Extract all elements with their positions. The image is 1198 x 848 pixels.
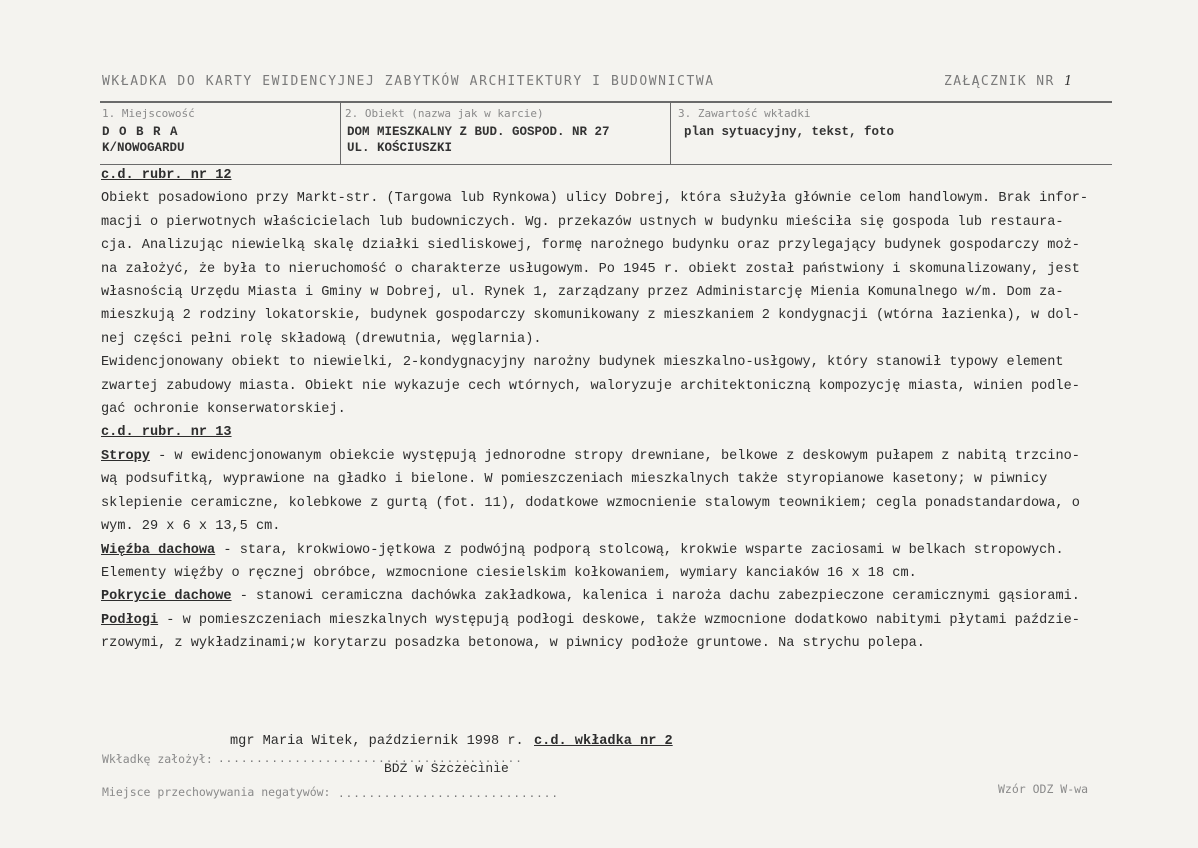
podlogi-line [101, 609, 1125, 632]
cell-divider-1 [340, 102, 341, 164]
field-3-value: plan sytuacyjny, tekst, foto [684, 125, 895, 139]
stropy-line [101, 445, 1125, 468]
annex-label: ZAŁĄCZNIK NR [944, 74, 1055, 89]
podlogi-heading: Podłogi [101, 612, 159, 628]
section-12-line: cja. Analizując niewielką skalę działki siedliskowej, formę narożnego budynku oraz przylegający budynek gospodarczy moż- [101, 238, 1080, 254]
podlogi-line: rzowymi, z wykładzinami;w korytarzu posadzka betonowa, w piwnicy podłoże gruntowe. Na strychu polepa. [101, 636, 925, 652]
section-12-line: gać ochronie konserwatorskiej. [101, 402, 346, 418]
section-12-line: macji o pierwotnych właścicielach lub budowniczych. Wg. przekazów ustnych w budynku mieściła się gospoda lub restaura- [101, 214, 1064, 230]
negatives-storage-label: Miejsce przechowywania negatywów: [102, 785, 331, 799]
section-12-heading: c.d. rubr. nr 12 [101, 168, 232, 183]
section-12-line: Obiekt posadowiono przy Markt-str. (Targowa lub Rynkowa) ulicy Dobrej, która służyła głównie celom handlowym. Brak infor- [101, 191, 1089, 207]
section-12-line: nej części pełni rolę składową (drewutnia, węglarnia). [101, 331, 542, 347]
author-name: mgr Maria Witek, październik 1998 r. [230, 734, 524, 749]
section-12-line: własnością Urzędu Miasta i Gminy w Dobrej, ul. Rynek 1, zarządzany przez Administarcję Mienia Komunalnego w/m. Dom za- [101, 285, 1064, 301]
document-title: WKŁADKA DO KARTY EWIDENCYJNEJ ZABYTKÓW ARCHITEKTURY I BUDOWNICTWA [102, 74, 715, 89]
stropy-line: sklepienie ceramiczne, kolebkowe z gurtą (fot. 11), dodatkowe wzmocnienie stalowym teownikiem; cegla ponadstandardowa, o [101, 495, 1080, 511]
field-2-label: 2. Obiekt (nazwa jak w karcie) [345, 107, 544, 120]
field-2-value-line2: UL. KOŚCIUSZKI [347, 141, 453, 155]
office-name: BDZ w Szczecinie [384, 761, 509, 776]
field-1-value-line2: K/NOWOGARDU [102, 141, 185, 155]
stropy-text: - w ewidencjonowanym obiekcie występują jednorodne stropy drewniane, belkowe z deskowym pułapem z nabitą trzcino- [149, 448, 1080, 464]
podlogi-text: - w pomieszczeniach mieszkalnych występują podłogi deskowe, także wzmocnione dodatkowo nabitymi płytami paździe- [158, 612, 1080, 628]
section-12-line: na założyć, że była to nieruchomość o charakterze usługowym. Po 1945 r. obiekt został państwiony i skomunalizowany, jest [101, 261, 1080, 277]
top-rule [100, 101, 1112, 103]
annex-number [944, 74, 1074, 89]
stropy-line: wym. 29 x 6 x 13,5 cm. [101, 519, 281, 535]
negatives-dotted-line: ............................. [338, 787, 560, 800]
cell-divider-2 [670, 102, 671, 164]
stropy-line: wą podsufitką, wyprawione na gładko i bielone. W pomieszczeniach mieszkalnych także styropianowe kasetony; w piwnicy [101, 472, 1048, 488]
section-12-line: mieszkują 2 rodziny lokatorskie, budynek gospodarczy skomunikowany z mieszkaniem 2 kondygnacji (wtórna łazienka), w dol- [101, 308, 1080, 324]
pokrycie-heading: Pokrycie dachowe [101, 589, 232, 605]
author-dotted-line: ........................................ [218, 752, 523, 765]
wiezba-text: - stara, krokwiowo-jętkowa z podwójną podporą stolcową, krokwie wsparte zaciosami w belkach stropowych. [215, 542, 1064, 558]
section-12-line: zwartej zabudowy miasta. Obiekt nie wykazuje cech wtórnych, waloryzuje architektoniczną kompozycję miasta, winien podle- [101, 378, 1080, 394]
stropy-heading: Stropy [101, 448, 150, 464]
wiezba-heading: Więźba dachowa [101, 542, 216, 558]
wiezba-line: Elementy więźby o ręcznej obróbce, wzmocnione ciesielskim kołkowaniem, wymiary kanciaków 16 x 18 cm. [101, 565, 917, 581]
section-12-line: Ewidencjonowany obiekt to niewielki, 2-kondygnacyjny narożny budynek mieszkalno-usłgowy, który stanowił typowy element [101, 355, 1064, 371]
field-2-value-line1: DOM MIESZKALNY Z BUD. GOSPOD. NR 27 [347, 125, 610, 139]
pokrycie-text: - stanowi ceramiczna dachówka zakładkowa, kalenica i naroża dachu zabezpieczone ceramicznymi gąsiorami. [231, 589, 1080, 605]
field-3-label: 3. Zawartość wkładki [678, 107, 811, 120]
section-13-heading: c.d. rubr. nr 13 [101, 425, 232, 441]
field-1-label: 1. Miejscowość [102, 107, 195, 120]
wiezba-line [101, 539, 1125, 562]
next-insert: c.d. wkładka nr 2 [534, 734, 673, 749]
annex-handwritten-number: 1 [1063, 74, 1074, 89]
field-1-value-line1: D O B R A [102, 125, 179, 139]
insert-author-label: Wkładkę założył: [102, 752, 213, 766]
section-12 [101, 164, 1125, 656]
pokrycie-line [101, 585, 1125, 608]
form-code: Wzór ODZ W-wa [998, 782, 1089, 796]
